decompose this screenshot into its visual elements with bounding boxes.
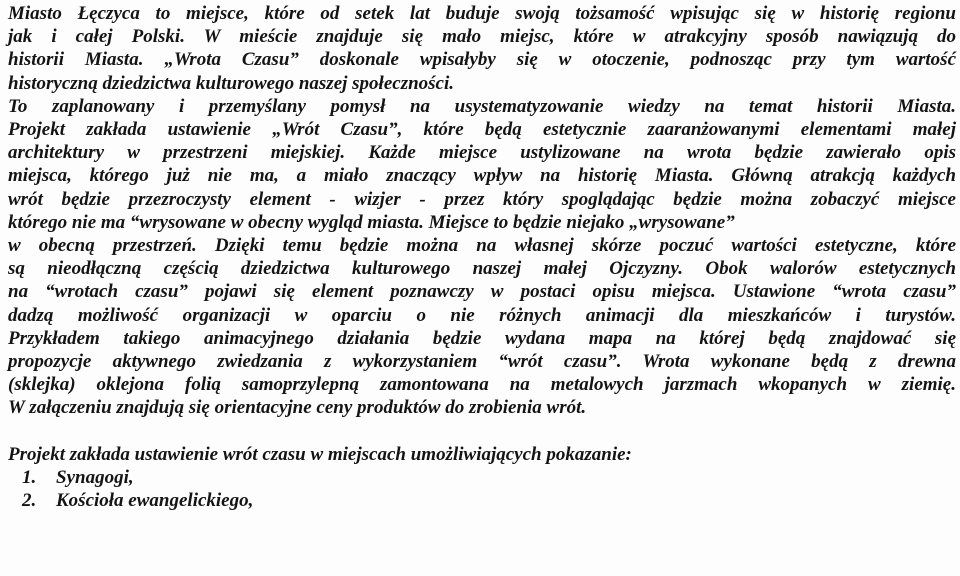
text-line: historii Miasta. „Wrota Czasu” doskonale wpisałyby się w otoczenie, podnosząc przy tym wartość (8, 49, 956, 71)
text-line: na “wrotach czasu” pojawi się element poznawczy w postaci opisu miejsca. Ustawione “wrota czasu” (8, 281, 956, 303)
location-list (8, 466, 956, 512)
text-line: w obecną przestrzeń. Dzięki temu będzie można na własnej skórze poczuć wartości estetyczne, które (8, 235, 956, 257)
list-item-number: 2. (22, 490, 37, 512)
text-line: propozycje aktywnego zwiedzania z wykorzystaniem “wrót czasu”. Wrota wykonane będą z drewna (8, 351, 956, 373)
text-line: W załączeniu znajdują się orientacyjne ceny produktów do zrobienia wrót. (8, 397, 587, 419)
paragraph-1 (8, 2, 956, 95)
text-line: Projekt zakłada ustawienie „Wrót Czasu”, które będą estetycznie zaaranżowanymi elementami małej (8, 119, 956, 141)
list-item (8, 466, 956, 489)
text-line: architektury w przestrzeni miejskiej. Każde miejsce ustylizowane na wrota będzie zawierało opis (8, 142, 956, 164)
text-line: miejsca, którego już nie ma, a miało znaczący wpływ na historię Miasta. Główną atrakcją każdych (8, 165, 956, 187)
text-line: To zaplanowany i przemyślany pomysł na usystematyzowanie wiedzy na temat historii Miasta. (8, 95, 956, 117)
text-line: wrót będzie przezroczysty element - wizjer - przez który spoglądając będzie można zobaczyć miejsce (8, 188, 956, 210)
blank-line (8, 420, 956, 443)
text-line: którego nie ma “wrysowane w obecny wygląd miasta. Miejsce to będzie niejako „wrysowane” (8, 211, 735, 233)
paragraph-2 (8, 95, 956, 420)
text-line: (sklejka) oklejona folią samoprzylepną zamontowana na metalowych jarzmach wkopanych w ziemię. (8, 374, 956, 396)
document-text (8, 2, 956, 512)
text-line: dadzą możliwość organizacji w oparciu o nie różnych animacji dla mieszkańców i turystów. (8, 304, 956, 326)
text-line: Miasto Łęczyca to miejsce, które od setek lat buduje swoją tożsamość wpisując się w historię regionu (8, 3, 956, 24)
text-line: historyczną dziedzictwa kulturowego naszej społeczności. (8, 72, 455, 94)
text-line: jak i całej Polski. W mieście znajduje się mało miejsc, które w atrakcyjny sposób nawiązują do (8, 26, 956, 48)
list-item-text: Kościoła ewangelickiego, (56, 490, 254, 512)
list-item-number: 1. (22, 467, 37, 489)
list-item-text: Synagogi, (56, 467, 134, 489)
list-item (8, 489, 956, 512)
text-line: są nieodłączną częścią dziedzictwa kulturowego naszej małej Ojczyzny. Obok walorów estetycznych (8, 258, 956, 280)
text-line: Przykładem takiego animacyjnego działania będzie wydana mapa na której będą znajdować się (8, 327, 956, 349)
list-intro: Projekt zakłada ustawienie wrót czasu w miejscach umożliwiających pokazanie: (8, 443, 632, 465)
